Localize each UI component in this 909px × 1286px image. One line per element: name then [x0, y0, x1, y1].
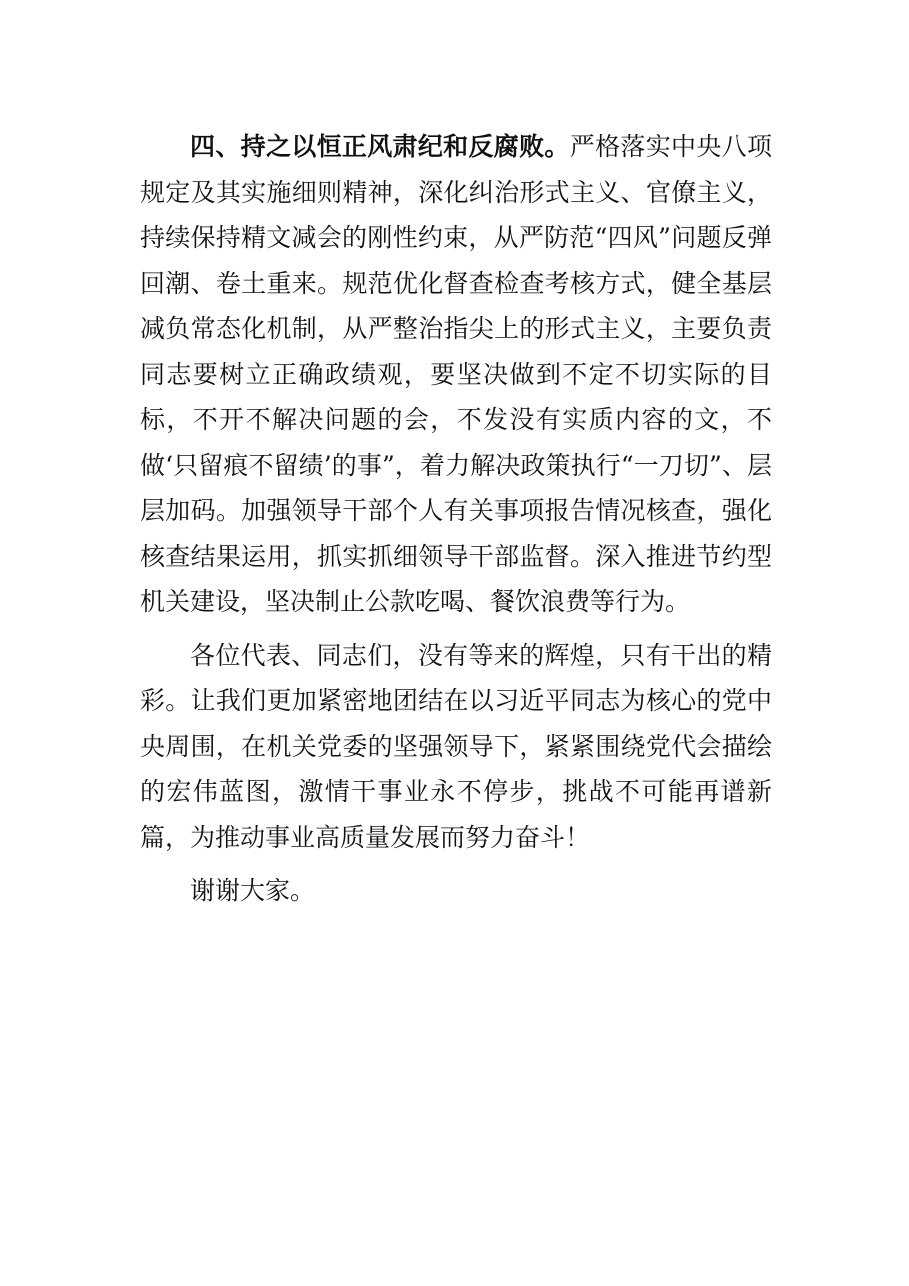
closing-paragraph: 各位代表、同志们，没有等来的辉煌，只有干出的精彩。让我们更加紧密地团结在以习近平同志为核心的党中央周围，在机关党委的坚强领导下，紧紧围绕党代会描绘的宏伟蓝图，激情干事业永不停步，挑战不可能再谱新篇，为推动事业高质量发展而努力奋斗！ — [140, 640, 772, 852]
section-four-heading: 四、持之以恒正风肃纪和反腐败。 — [190, 132, 570, 161]
thanks-paragraph: 谢谢大家。 — [190, 876, 316, 905]
section-four-body: 严格落实中央八项规定及其实施细则精神，深化纠治形式主义、官僚主义，持续保持精文减会的刚性约束，从严防范“四风”问题反弹回潮、卷土重来。规范优化督查检查考核方式，健全基层减负常态化机制，从严整治指尖上的形式主义，主要负责同志要树立正确政绩观，要坚决做到不定不切实际的目标，不开不解决问题的会，不发没有实质内容的文，不做‘只留痕不留绩’的事”，着力解决政策执行“一刀切”、层层加码。加强领导干部个人有关事项报告情况核查，强化核查结果运用，抓实抓细领导干部监督。深入推进节约型机关建设，坚决制止公款吃喝、餐饮浪费等行为。 — [140, 132, 772, 616]
document-body — [140, 124, 772, 914]
section-four-paragraph — [140, 124, 772, 625]
